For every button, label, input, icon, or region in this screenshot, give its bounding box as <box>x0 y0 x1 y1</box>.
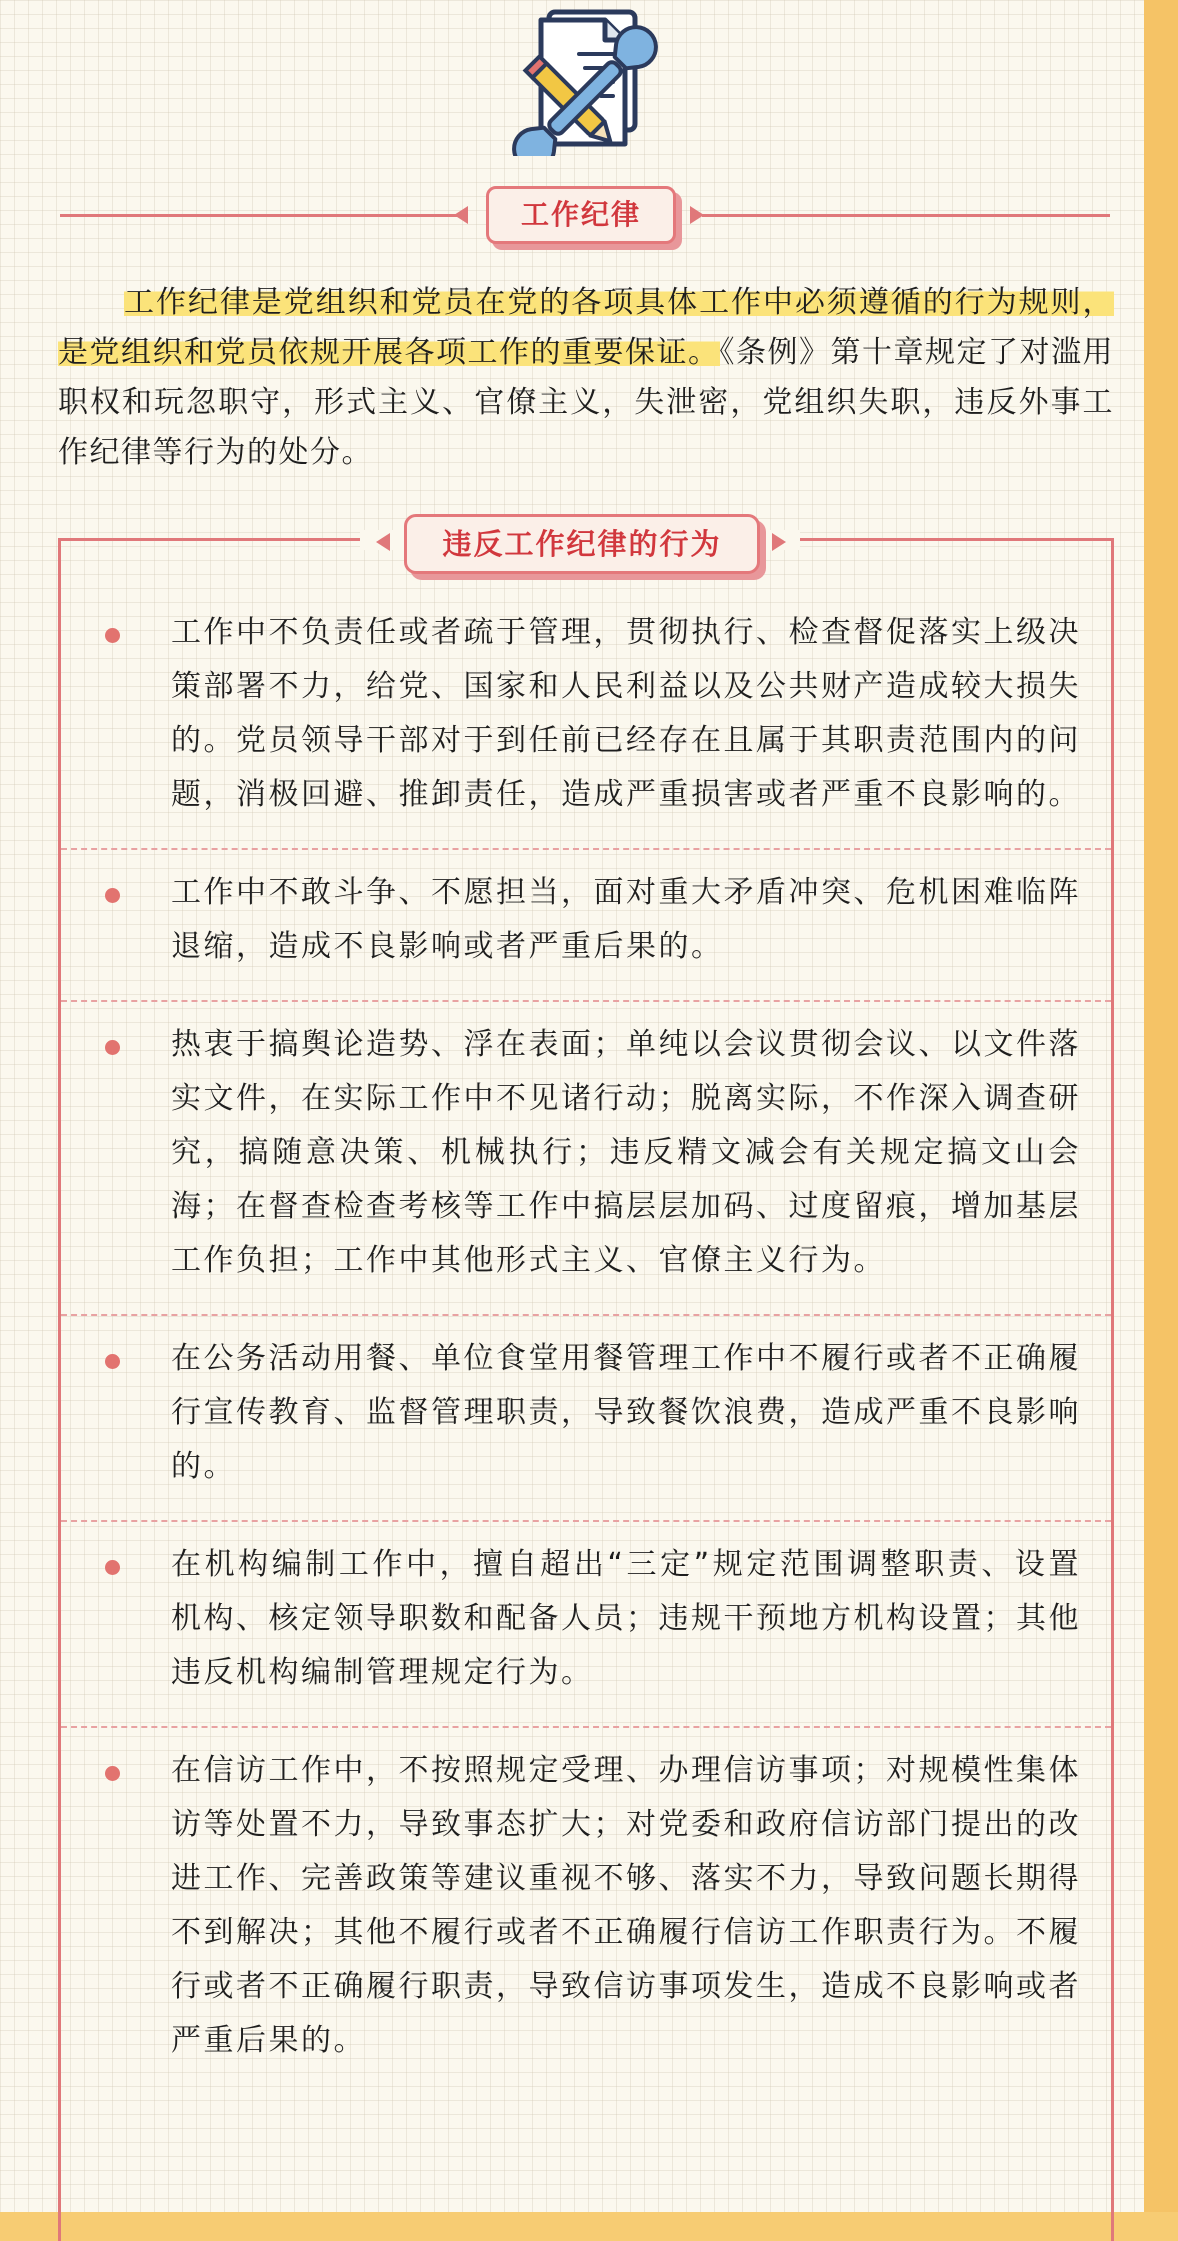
intro-paragraph <box>58 278 1114 478</box>
bullet-icon <box>105 1354 120 1369</box>
bullet-icon <box>105 1040 120 1055</box>
behaviors-header <box>0 512 1144 572</box>
list-item <box>61 1522 1111 1728</box>
behavior-list <box>61 590 1111 2094</box>
title-divider-right <box>702 214 1110 217</box>
intro-rest: 《条例》第十章规定了对滥用职权和玩忽职守，形式主义、官僚主义，失泄密，党组织失职，违反外事工作纪律等行为的处分。 <box>58 335 1114 470</box>
item-text: 工作中不负责任或者疏于管理，贯彻执行、检查督促落实上级决策部署不力，给党、国家和人民利益以及公共财产造成较大损失的。党员领导干部对于到任前已经存在且属于其职责范围内的问题，消极回避、推卸责任，造成严重损害或者严重不良影响的。 <box>171 615 1081 812</box>
item-text: 在公务活动用餐、单位食堂用餐管理工作中不履行或者不正确履行宣传教育、监督管理职责，导致餐饮浪费，造成严重不良影响的。 <box>171 1341 1081 1484</box>
behaviors-title: 违反工作纪律的行为 <box>404 514 760 574</box>
item-text: 在机构编制工作中，擅自超出“三定”规定范围调整职责、设置机构、核定领导职数和配备人员；违规干预地方机构设置；其他违反机构编制管理规定行为。 <box>171 1547 1081 1690</box>
list-item <box>61 590 1111 850</box>
bullet-icon <box>105 1560 120 1575</box>
side-strip <box>1144 0 1178 2212</box>
section-title: 工作纪律 <box>486 186 676 244</box>
document-wrench-icon <box>505 6 665 156</box>
item-text: 热衷于搞舆论造势、浮在表面；单纯以会议贯彻会议、以文件落实文件，在实际工作中不见诸行动；脱离实际，不作深入调查研究，搞随意决策、机械执行；违反精文减会有关规定搞文山会海；在督查检查考核等工作中搞层层加码、过度留痕，增加基层工作负担；工作中其他形式主义、官僚主义行为。 <box>171 1027 1081 1278</box>
intro-highlight: 工作纪律是党组织和党员在党的各项具体工作中必须遵循的行为规则，是党组织和党员依规开展各项工作的重要保证。 <box>58 285 1114 370</box>
bullet-icon <box>105 1766 120 1781</box>
bullet-icon <box>105 888 120 903</box>
list-item <box>61 850 1111 1002</box>
title-divider-left <box>60 214 464 217</box>
list-item <box>61 1316 1111 1522</box>
list-item <box>61 1728 1111 2094</box>
list-item <box>61 1002 1111 1316</box>
item-text: 工作中不敢斗争、不愿担当，面对重大矛盾冲突、危机困难临阵退缩，造成不良影响或者严重后果的。 <box>171 875 1081 964</box>
arrow-right-icon <box>772 533 786 551</box>
arrow-left-icon <box>454 206 468 224</box>
arrow-left-icon <box>376 533 390 551</box>
bullet-icon <box>105 628 120 643</box>
item-text: 在信访工作中，不按照规定受理、办理信访事项；对规模性集体访等处置不力，导致事态扩大；对党委和政府信访部门提出的改进工作、完善政策等建议重视不够、落实不力，导致问题长期得不到解决；其他不履行或者不正确履行信访工作职责行为。不履行或者不正确履行职责，导致信访事项发生，造成不良影响或者严重后果的。 <box>171 1753 1081 2058</box>
